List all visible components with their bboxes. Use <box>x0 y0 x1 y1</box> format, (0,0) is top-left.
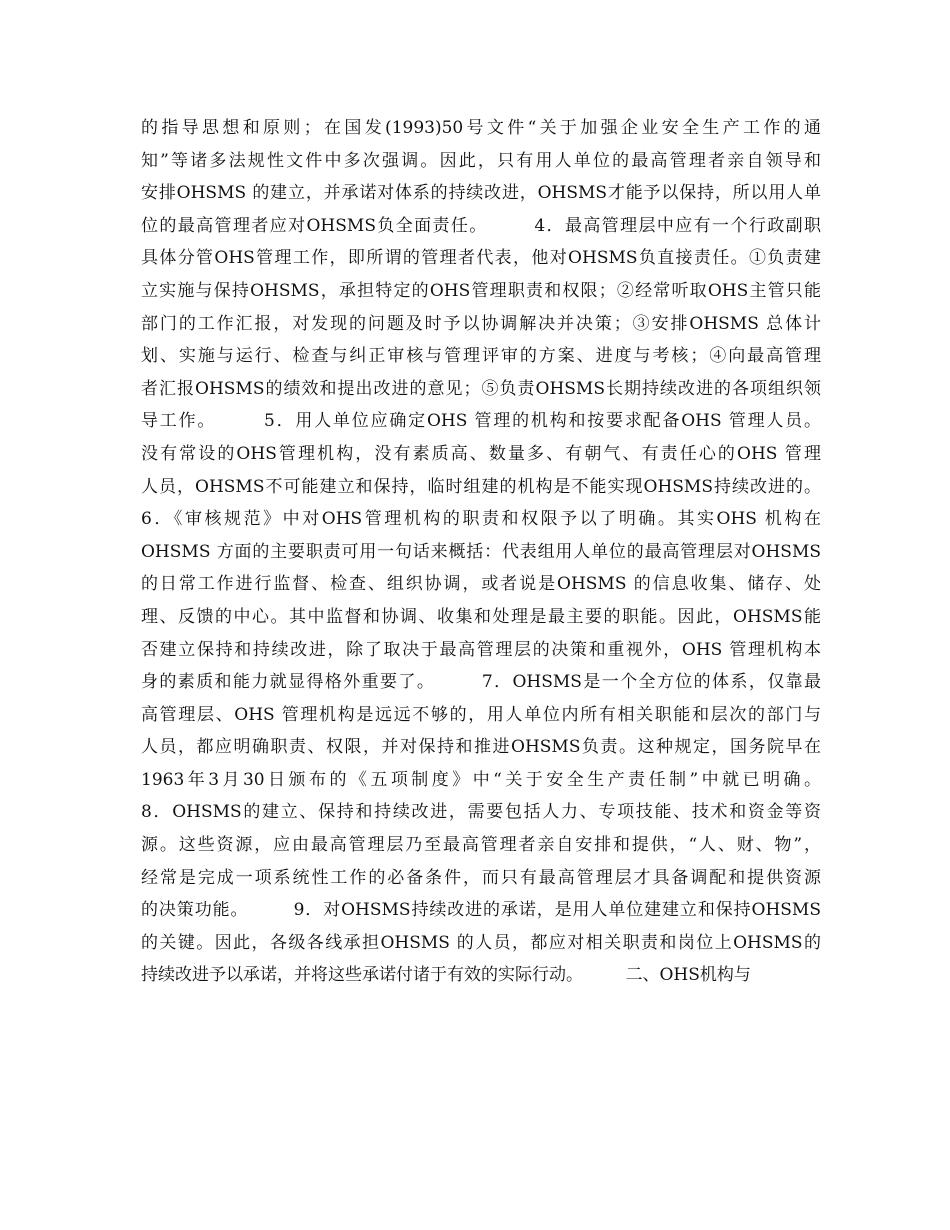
text-line: 6．《审核规范》中对OHS管理机构的职责和权限予以了明确。其实OHS 机构在 <box>141 509 821 530</box>
text-line: 源。这些资源，应由最高管理层乃至最高管理者亲自安排和提供，“人、财、物”， <box>141 835 821 856</box>
text-line: 部门的工作汇报，对发现的问题及时予以协调解决并决策；③安排OHSMS 总体计 <box>141 313 821 334</box>
text-line: 没有常设的OHS管理机构，没有素质高、数量多、有朝气、有责任心的OHS 管理 <box>141 443 821 464</box>
text-line: OHSMS 方面的主要职责可用一句话来概括：代表组用人单位的最高管理层对OHSMS <box>141 541 821 562</box>
text-line: 划、实施与运行、检查与纠正审核与管理评审的方案、进度与考核；④向最高管理 <box>141 346 821 367</box>
text-line: 的日常工作进行监督、检查、组织协调，或者说是OHSMS 的信息收集、储存、处 <box>141 574 821 595</box>
text-line: 经常是完成一项系统性工作的必备条件，而只有最高管理层才具备调配和提供资源 <box>141 867 821 888</box>
text-line: 立实施与保持OHSMS，承担特定的OHS管理职责和权限；②经常听取OHS主管只能 <box>141 280 821 301</box>
text-line: 具体分管OHS管理工作，即所谓的管理者代表，他对OHSMS负直接责任。①负责建 <box>141 248 821 269</box>
text-line: 知”等诸多法规性文件中多次强调。因此，只有用人单位的最高管理者亲自领导和 <box>141 150 821 171</box>
text-line: 1963年3月30日颁布的《五项制度》中“关于安全生产责任制”中就已明确。 <box>141 769 821 790</box>
text-line: 理、反馈的中心。其中监督和协调、收集和处理是最主要的职能。因此，OHSMS能 <box>141 606 821 627</box>
text-line: 的指导思想和原则；在国发(1993)50号文件“关于加强企业安全生产工作的通 <box>141 118 821 138</box>
text-line: 的关键。因此，各级各线承担OHSMS 的人员，都应对相关职责和岗位上OHSMS的 <box>141 932 821 953</box>
text-line: 人员，OHSMS不可能建立和保持，临时组建的机构是不能实现OHSMS持续改进的。 <box>141 476 821 497</box>
text-line: 8．OHSMS的建立、保持和持续改进，需要包括人力、专项技能、技术和资金等资 <box>141 802 821 823</box>
text-line: 的决策功能。 9．对OHSMS持续改进的承诺，是用人单位建建立和保持OHSMS <box>141 900 821 921</box>
text-line: 导工作。 5．用人单位应确定OHS 管理的机构和按要求配备OHS 管理人员。 <box>141 411 821 432</box>
text-line: 否建立保持和持续改进，除了取决于最高管理层的决策和重视外，OHS 管理机构本 <box>141 639 821 660</box>
text-line: 安排OHSMS 的建立，并承诺对体系的持续改进，OHSMS才能予以保持，所以用人单 <box>141 183 821 204</box>
text-line: 位的最高管理者应对OHSMS负全面责任。 4．最高管理层中应有一个行政副职 <box>141 215 821 236</box>
text-line: 身的素质和能力就显得格外重要了。 7．OHSMS是一个全方位的体系，仅靠最 <box>141 672 821 693</box>
text-line: 人员，都应明确职责、权限，并对保持和推进OHSMS负责。这种规定，国务院早在 <box>141 737 821 758</box>
text-line: 持续改进予以承诺，并将这些承诺付诸于有效的实际行动。 二、OHS机构与 <box>141 965 751 986</box>
text-line: 高管理层、OHS 管理机构是远远不够的，用人单位内所有相关职能和层次的部门与 <box>141 704 821 725</box>
text-line: 者汇报OHSMS的绩效和提出改进的意见；⑤负责OHSMS长期持续改进的各项组织领 <box>141 378 821 399</box>
body-text <box>141 112 821 992</box>
